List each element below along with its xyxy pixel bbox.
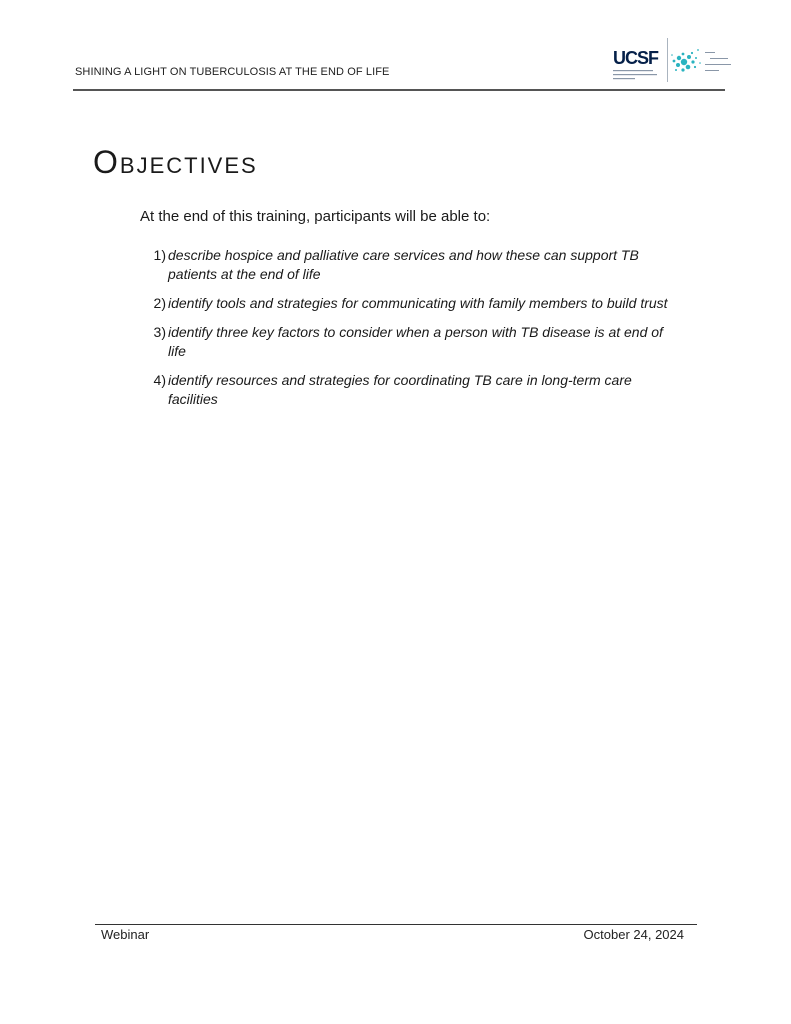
objective-number: 2) bbox=[153, 295, 166, 311]
footer-event-type: Webinar bbox=[101, 927, 150, 942]
objective-item bbox=[140, 371, 680, 409]
header-title: SHINING A LIGHT ON TUBERCULOSIS AT THE END OF LIFE bbox=[75, 66, 390, 78]
objective-text: identify tools and strategies for communicating with family members to build trust bbox=[168, 295, 668, 311]
objective-item bbox=[140, 294, 680, 313]
ucsf-logo bbox=[612, 44, 664, 82]
intro-text: At the end of this training, participants will be able to: bbox=[140, 208, 491, 225]
objective-text: describe hospice and palliative care services and how these can support TB patients at the end of life bbox=[168, 247, 639, 282]
objective-text: identify resources and strategies for coordinating TB care in long-term care facilities bbox=[168, 372, 632, 407]
objective-text: identify three key factors to consider when a person with TB disease is at end of life bbox=[168, 324, 663, 359]
footer-divider bbox=[95, 924, 697, 925]
page-title: Objectives bbox=[93, 144, 258, 180]
footer-date: October 24, 2024 bbox=[583, 927, 684, 942]
objectives-list bbox=[140, 246, 680, 419]
objective-number: 3) bbox=[153, 324, 166, 340]
svg-text:UCSF: UCSF bbox=[613, 48, 658, 68]
objective-number: 1) bbox=[153, 247, 166, 263]
header-logos bbox=[610, 38, 740, 84]
partner-center-logo bbox=[670, 44, 736, 80]
logo-separator bbox=[667, 38, 668, 82]
objective-number: 4) bbox=[153, 372, 166, 388]
objective-item bbox=[140, 323, 680, 361]
objective-item bbox=[140, 246, 680, 284]
header-divider bbox=[73, 89, 725, 91]
